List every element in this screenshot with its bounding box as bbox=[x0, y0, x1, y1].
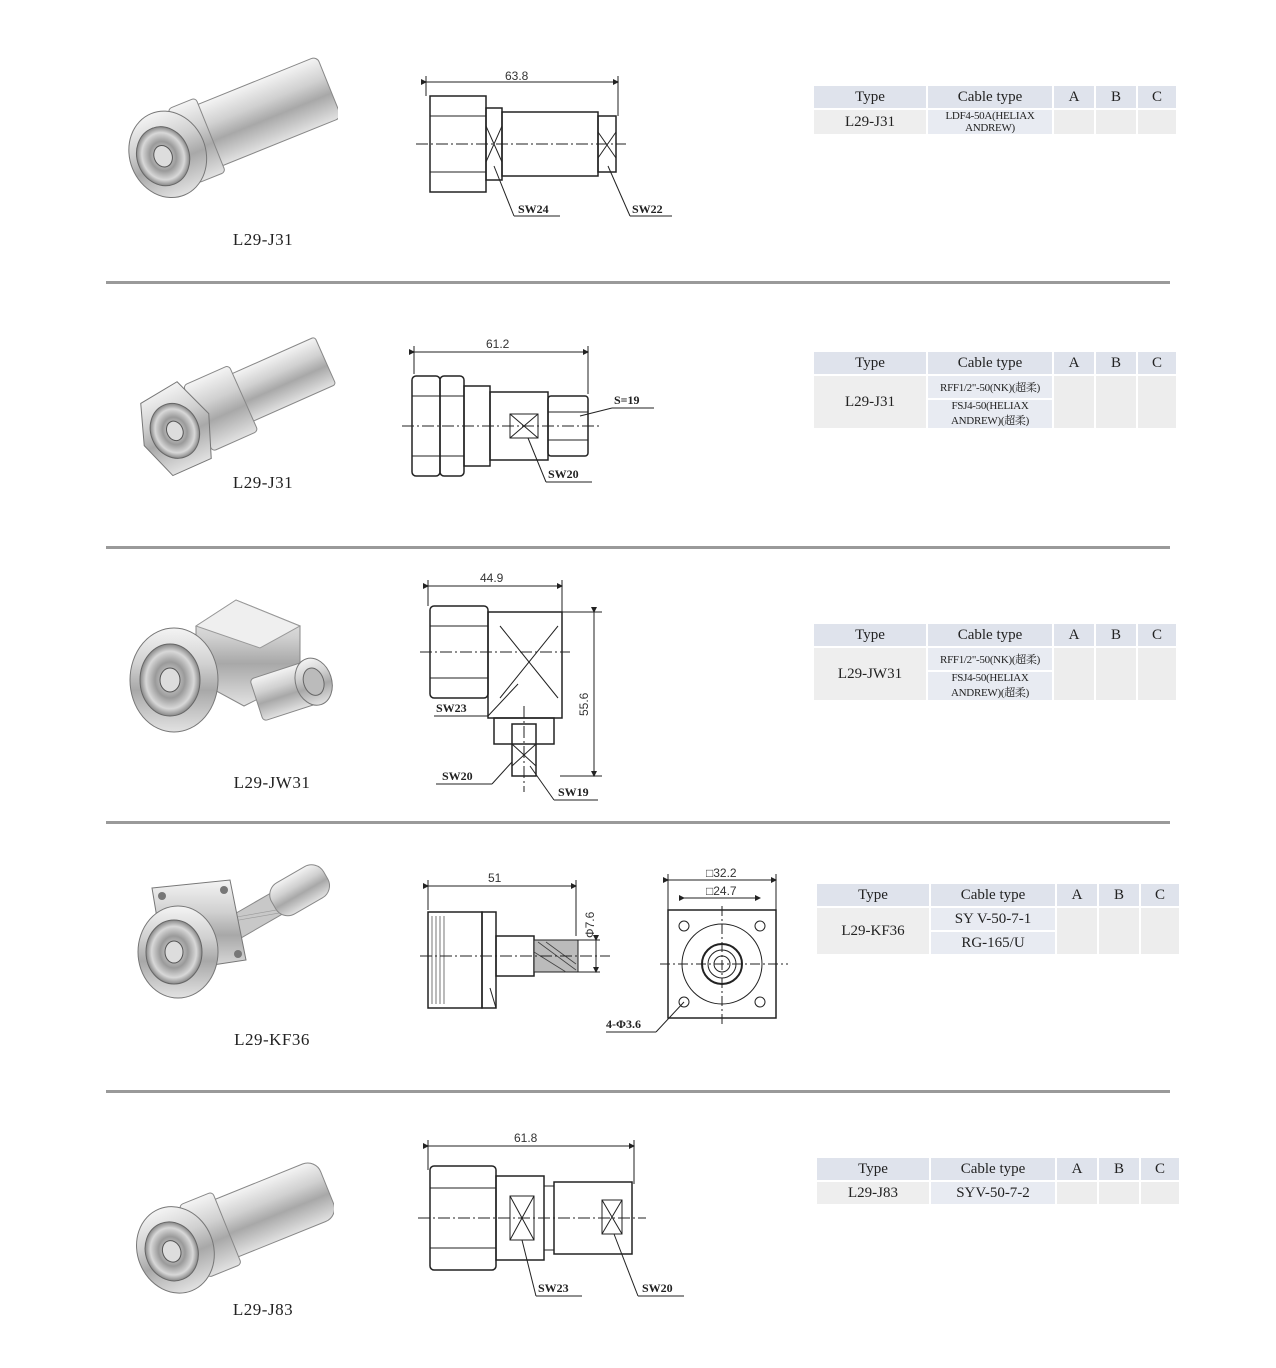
dimension-drawing bbox=[410, 66, 690, 226]
wrench-size-label: SW19 bbox=[558, 785, 589, 799]
value-b-cell bbox=[1096, 376, 1136, 428]
mounting-hole-dimension: 4-Φ3.6 bbox=[606, 1017, 641, 1031]
cable-type-cell: SY V-50-7-1 bbox=[931, 908, 1055, 930]
flange-inner-dimension: □24.7 bbox=[706, 884, 737, 898]
header-a: A bbox=[1054, 86, 1094, 108]
value-b-cell bbox=[1096, 110, 1136, 134]
wrench-size-label: SW20 bbox=[642, 1281, 673, 1295]
connector-photo-straight bbox=[124, 1140, 334, 1310]
dimension-drawing bbox=[420, 566, 620, 816]
value-c-cell bbox=[1141, 908, 1179, 954]
value-a-cell bbox=[1054, 648, 1094, 700]
value-b-cell bbox=[1096, 648, 1136, 700]
header-type: Type bbox=[814, 624, 926, 646]
header-cable-type: Cable type bbox=[928, 86, 1052, 108]
spec-table bbox=[815, 1156, 1181, 1206]
connector-photo-right-angle bbox=[124, 596, 344, 746]
value-a-cell bbox=[1054, 376, 1094, 428]
header-c: C bbox=[1141, 1158, 1179, 1180]
header-cable-type: Cable type bbox=[931, 884, 1055, 906]
type-cell: L29-J83 bbox=[817, 1182, 929, 1204]
header-cable-type: Cable type bbox=[928, 624, 1052, 646]
product-caption: L29-J31 bbox=[232, 230, 294, 249]
flange-outer-dimension: □32.2 bbox=[706, 866, 737, 880]
length-dimension: 44.9 bbox=[480, 571, 504, 585]
section-divider bbox=[106, 1090, 1170, 1093]
wrench-size-label: SW23 bbox=[538, 1281, 569, 1295]
header-b: B bbox=[1099, 884, 1139, 906]
value-c-cell bbox=[1138, 110, 1176, 134]
header-type: Type bbox=[814, 86, 926, 108]
value-c-cell bbox=[1138, 376, 1176, 428]
header-a: A bbox=[1057, 884, 1097, 906]
header-cable-type: Cable type bbox=[928, 352, 1052, 374]
header-b: B bbox=[1096, 624, 1136, 646]
product-caption: L29-J31 bbox=[232, 473, 294, 492]
header-b: B bbox=[1099, 1158, 1139, 1180]
connector-photo-flange bbox=[126, 862, 336, 1012]
product-caption: L29-JW31 bbox=[233, 773, 311, 792]
wrench-size-label: SW24 bbox=[518, 202, 549, 216]
header-c: C bbox=[1141, 884, 1179, 906]
length-dimension: 51 bbox=[488, 871, 502, 885]
value-b-cell bbox=[1099, 908, 1139, 954]
dimension-drawing bbox=[420, 866, 800, 1046]
spec-table bbox=[812, 350, 1178, 430]
cable-type-cell: RFF1/2"-50(NK)(超柔) bbox=[928, 648, 1052, 670]
value-c-cell bbox=[1141, 1182, 1179, 1204]
product-caption: L29-J83 bbox=[232, 1300, 294, 1319]
header-type: Type bbox=[817, 1158, 929, 1180]
section-divider bbox=[106, 821, 1170, 824]
header-c: C bbox=[1138, 86, 1176, 108]
cable-type-cell: RG-165/U bbox=[931, 932, 1055, 954]
header-type: Type bbox=[814, 352, 926, 374]
header-a: A bbox=[1054, 352, 1094, 374]
product-caption: L29-KF36 bbox=[234, 1030, 310, 1049]
value-b-cell bbox=[1099, 1182, 1139, 1204]
header-b: B bbox=[1096, 352, 1136, 374]
cable-type-cell: FSJ4-50(HELIAX ANDREW)(超柔) bbox=[928, 400, 1052, 428]
type-cell: L29-J31 bbox=[814, 110, 926, 134]
value-a-cell bbox=[1054, 110, 1094, 134]
wrench-size-label: S=19 bbox=[614, 393, 640, 407]
value-c-cell bbox=[1138, 648, 1176, 700]
length-dimension: 61.2 bbox=[486, 337, 510, 351]
diameter-dimension: Φ7.6 bbox=[583, 911, 597, 938]
height-dimension: 55.6 bbox=[577, 692, 591, 716]
header-c: C bbox=[1138, 352, 1176, 374]
spec-table bbox=[812, 84, 1178, 136]
spec-table bbox=[812, 622, 1178, 702]
cable-type-cell: RFF1/2"-50(NK)(超柔) bbox=[928, 376, 1052, 398]
header-cable-type: Cable type bbox=[931, 1158, 1055, 1180]
connector-photo-straight bbox=[126, 322, 336, 492]
type-cell: L29-KF36 bbox=[817, 908, 929, 954]
header-a: A bbox=[1057, 1158, 1097, 1180]
section-divider bbox=[106, 546, 1170, 549]
wrench-size-label: SW20 bbox=[548, 467, 579, 481]
dimension-drawing bbox=[400, 334, 670, 494]
wrench-size-label: SW22 bbox=[632, 202, 663, 216]
type-cell: L29-J31 bbox=[814, 376, 926, 428]
length-dimension: 63.8 bbox=[505, 69, 529, 83]
cable-type-cell: SYV-50-7-2 bbox=[931, 1182, 1055, 1204]
wrench-size-label: SW20 bbox=[442, 769, 473, 783]
type-cell: L29-JW31 bbox=[814, 648, 926, 700]
length-dimension: 61.8 bbox=[514, 1131, 538, 1145]
value-a-cell bbox=[1057, 1182, 1097, 1204]
section-divider bbox=[106, 281, 1170, 284]
header-type: Type bbox=[817, 884, 929, 906]
value-a-cell bbox=[1057, 908, 1097, 954]
header-a: A bbox=[1054, 624, 1094, 646]
header-b: B bbox=[1096, 86, 1136, 108]
spec-table bbox=[815, 882, 1181, 956]
connector-photo-straight bbox=[118, 40, 338, 220]
cable-type-cell: LDF4-50A(HELIAX ANDREW) bbox=[928, 110, 1052, 134]
header-c: C bbox=[1138, 624, 1176, 646]
dimension-drawing bbox=[410, 1126, 700, 1306]
wrench-size-label: SW23 bbox=[436, 701, 467, 715]
cable-type-cell: FSJ4-50(HELIAX ANDREW)(超柔) bbox=[928, 672, 1052, 700]
